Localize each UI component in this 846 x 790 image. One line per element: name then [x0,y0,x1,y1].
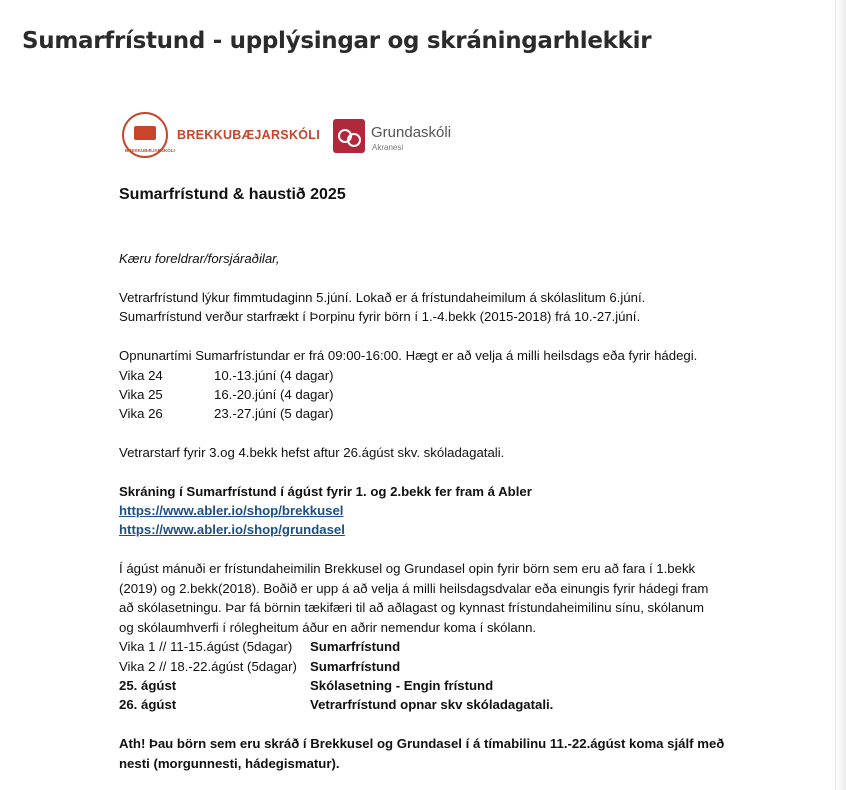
schedule-what: Vetrarfrístund opnar skv skóladagatali. [310,697,554,712]
document-title: Sumarfrístund & haustið 2025 [119,186,346,203]
grundaskoli-mark-icon [333,119,365,153]
seal-text: BREKKUBÆJARSKÓLI [125,148,175,153]
week-label: Vika 26 [119,406,163,421]
week-dates: 10.-13.júní (4 dagar) [214,368,334,383]
week-dates: 16.-20.júní (4 dagar) [214,387,334,402]
august-paragraph-line: (2019) og 2.bekk(2018). Boðið er upp á að velja á milli heilsdagsdvalar eða einungis fyrir hádegi fram [119,581,709,596]
august-paragraph-line: Í ágúst mánuði er frístundaheimilin Brekkusel og Grundasel opin fyrir börn sem eru að fara í 1.bekk [119,561,696,576]
week-label: Vika 24 [119,368,163,383]
schedule-when: Vika 1 // 11-15.ágúst (5dagar) [119,639,293,654]
autumn-note: Vetrarstarf fyrir 3.og 4.bekk hefst aftur 26.ágúst skv. skóladagatali. [119,445,505,460]
schedule-what: Sumarfrístund [310,639,401,654]
schedule-row [119,637,401,656]
schedule-row [119,657,401,676]
brekkubaejarskoli-logo [122,112,321,160]
seal-emblem-icon [134,126,156,140]
school-seal-icon [122,112,175,158]
intro-line-2: Sumarfrístund verður starfrækt í Þorpinu fyrir börn í 1.-4.bekk (2015-2018) frá 10.-27.júní. [119,309,641,324]
grundaskoli-logo [333,119,463,157]
page-scroll-edge [835,0,846,790]
brekkubaejarskoli-name: BREKKUBÆJARSKÓLI [177,128,321,142]
opening-hours: Opnunartími Sumarfrístundar er frá 09:00-16:00. Hægt er að velja á milli heilsdags eða fyrir hádegi. [119,348,698,363]
week-dates: 23.-27.júní (5 dagar) [214,406,334,421]
schedule-what: Skólasetning - Engin frístund [310,678,494,693]
grundaskoli-location: Akranesi [372,143,404,152]
note-line-1: Ath! Þau börn sem eru skráð í Brekkusel og Grundasel í á tímabilinu 11.-22.ágúst koma sjálf með [119,736,725,751]
schedule-when: 26. ágúst [119,697,177,712]
note-line-2: nesti (morgunnesti, hádegismatur). [119,756,340,771]
week-row [119,366,334,385]
week-row [119,385,334,404]
schedule-when: Vika 2 // 18.-22.ágúst (5dagar) [119,659,297,674]
grundaskoli-name: Grundaskóli [371,124,452,141]
schedule-row [119,676,494,695]
brekkusel-link[interactable]: https://www.abler.io/shop/brekkusel [119,503,344,518]
august-paragraph-line: og skólaumhverfi í rólegheitum áður en aðrir nemendur koma í skólann. [119,620,537,635]
august-paragraph-line: að skólasetningu. Þar fá börnin tækifæri til að aðlagast og kynnast frístundaheimilinu sínu, skólanum [119,600,704,615]
greeting: Kæru foreldrar/forsjáraðilar, [119,251,280,266]
registration-heading: Skráning í Sumarfrístund í ágúst fyrir 1. og 2.bekk fer fram á Abler [119,484,532,499]
week-label: Vika 25 [119,387,163,402]
schedule-when: 25. ágúst [119,678,177,693]
schedule-row [119,695,554,714]
grundasel-link[interactable]: https://www.abler.io/shop/grundasel [119,522,345,537]
intro-line-1: Vetrarfrístund lýkur fimmtudaginn 5.júní. Lokað er á frístundaheimilum á skólaslitum 6.júní. [119,290,646,305]
page-title: Sumarfrístund - upplýsingar og skráningarhlekkir [22,28,652,54]
schedule-what: Sumarfrístund [310,659,401,674]
week-row [119,404,334,423]
